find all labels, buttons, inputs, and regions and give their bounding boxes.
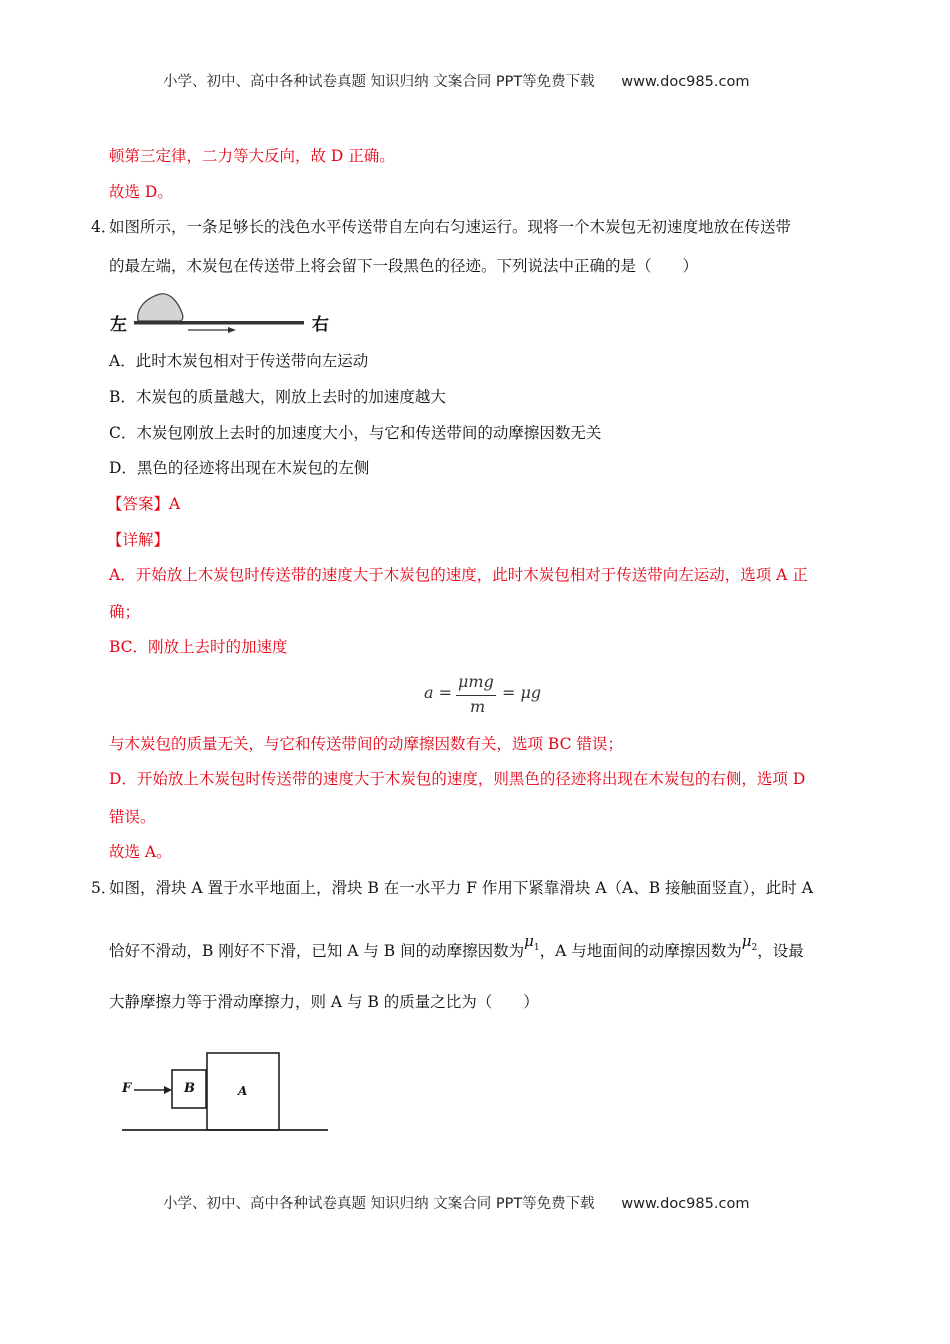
figure-left-label: 左 — [110, 315, 127, 335]
formula-denominator: m — [470, 697, 486, 716]
q5-line1: 如图，滑块 A 置于水平地面上，滑块 B 在一水平力 F 作用下紧靠滑块 A（A、B 接触面竖直），此时 A — [109, 879, 813, 897]
q4-stem-line1: 如图所示，一条足够长的浅色水平传送带自左向右匀速运行。现将一个木炭包无初速度地放在传送带 — [109, 218, 792, 236]
formula-fraction-bar — [456, 695, 496, 696]
mu1-letter: μ — [524, 932, 534, 950]
q4-explain-a-line2: 确； — [109, 603, 141, 621]
q4-explain-bc: BC．刚放上去时的加速度 — [109, 638, 288, 656]
mu2-symbol — [741, 932, 758, 953]
q4-option-b: B．木炭包的质量越大，刚放上去时的加速度越大 — [109, 388, 446, 406]
mu1-subscript: 1 — [533, 943, 540, 953]
belt-arrow-head — [228, 327, 236, 333]
answer-tag: 【答案】 — [107, 495, 170, 513]
header-site: www.doc985.com — [621, 74, 750, 90]
header-text: 小学、初中、高中各种试卷真题 知识归纳 文案合同 PPT等免费下载 — [163, 74, 595, 90]
q5-line3: 大静摩擦力等于滑动摩擦力，则 A 与 B 的质量之比为（ ） — [109, 993, 539, 1011]
mu1-symbol — [524, 932, 540, 953]
block-a-label: A — [238, 1084, 248, 1098]
mu2-letter: μ — [741, 932, 752, 950]
q4-explain-d-line2: 错误。 — [109, 808, 156, 826]
belt-surface — [134, 321, 304, 325]
footer-text: 小学、初中、高中各种试卷真题 知识归纳 文案合同 PPT等免费下载 — [163, 1196, 595, 1212]
force-label: F — [122, 1081, 132, 1096]
page-footer — [163, 1192, 749, 1213]
q4-option-d: D．黑色的径迹将出现在木炭包的左侧 — [109, 459, 370, 477]
formula-numerator: μmg — [458, 672, 494, 691]
prev-conclusion: 故选 D。 — [109, 183, 173, 201]
block-b-label: B — [184, 1081, 195, 1096]
q4-conclusion: 故选 A。 — [109, 843, 172, 861]
q5-number: 5． — [91, 879, 117, 897]
blocks-diagram — [118, 1050, 333, 1136]
detail-tag: 【详解】 — [107, 531, 170, 549]
force-arrow-head — [164, 1086, 172, 1094]
q4-explain-d-line1: D．开始放上木炭包时传送带的速度大于木炭包的速度，则黑色的径迹将出现在木炭包的右侧，选项 D — [109, 770, 806, 788]
q4-explain-a-line1: A．开始放上木炭包时传送带的速度大于木炭包的速度，此时木炭包相对于传送带向左运动，选项 A 正 — [109, 566, 808, 584]
q5-figure — [118, 1050, 333, 1136]
q5-line2 — [109, 932, 804, 969]
prev-explain-line: 顿第三定律，二力等大反向，故 D 正确。 — [109, 147, 395, 165]
answer-value: A — [169, 495, 181, 513]
q4-figure — [108, 288, 338, 336]
q4-explain-bc2: 与木炭包的质量无关，与它和传送带间的动摩擦因数有关，选项 BC 错误； — [109, 735, 623, 753]
q4-number: 4． — [91, 218, 117, 236]
page-header — [163, 70, 749, 91]
mu2-subscript: 2 — [751, 943, 758, 953]
q4-option-a: A．此时木炭包相对于传送带向左运动 — [109, 352, 369, 370]
q4-answer — [107, 493, 180, 515]
q5-line2-part1: 恰好不滑动，B 刚好不下滑，已知 A 与 B 间的动摩擦因数为 — [109, 942, 525, 960]
q5-line2-part2: ，A 与地面间的动摩擦因数为 — [539, 942, 742, 960]
conveyor-belt-diagram — [108, 288, 338, 336]
footer-site: www.doc985.com — [621, 1196, 750, 1212]
q4-stem-line2: 的最左端，木炭包在传送带上将会留下一段黑色的径迹。下列说法中正确的是（ ） — [109, 257, 699, 275]
formula-lhs: a = — [424, 683, 453, 702]
figure-right-label: 右 — [312, 315, 329, 335]
q4-option-c: C．木炭包刚放上去时的加速度大小，与它和传送带间的动摩擦因数无关 — [109, 424, 602, 442]
q5-line2-part3: ，设最 — [757, 942, 804, 960]
formula-rhs: = μg — [502, 683, 542, 702]
charcoal-bag-shape — [138, 294, 183, 321]
